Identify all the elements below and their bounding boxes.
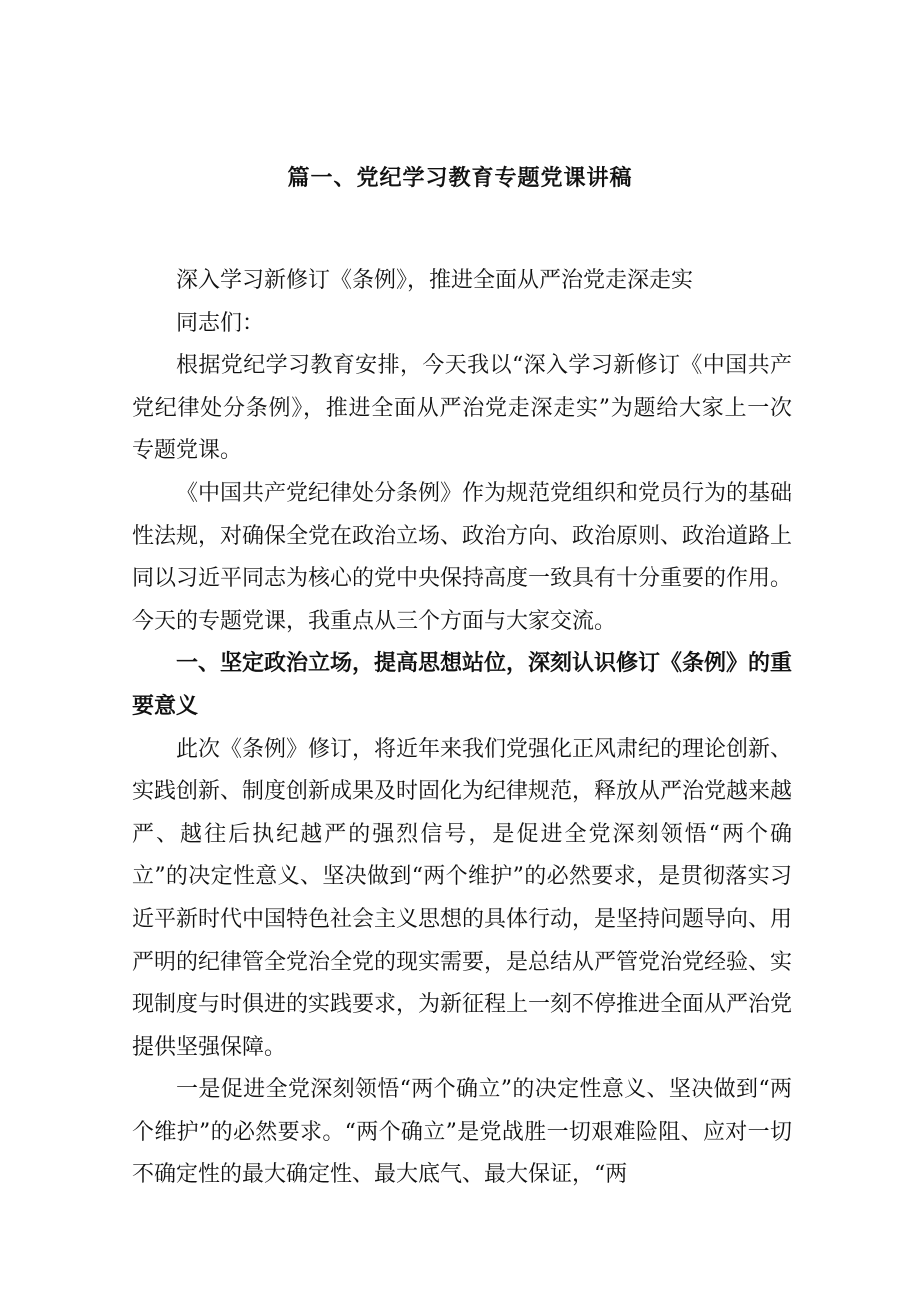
body-paragraph: 此次《条例》修订，将近年来我们党强化正风肃纪的理论创新、实践创新、制度创新成果及时固化为纪律规范，释放从严治党越来越严、越往后执纪越严的强烈信号，是促进全党深刻领悟“两个确立”的决定性意义、坚决做到“两个维护”的必然要求，是贯彻落实习近平新时代中国特色社会主义思想的具体行动，是坚持问题导向、用严明的纪律管全党治全党的现实需要，是总结从严管党治党经验、实现制度与时俱进的实践要求，为新征程上一刻不停推进全面从严治党提供坚强保障。 [132,736,793,1060]
document-title: 篇一、党纪学习教育专题党课讲稿 [287,166,633,191]
body-paragraph: 一是促进全党深刻领悟“两个确立”的决定性意义、坚决做到“两个维护”的必然要求。“两个确立”是党战胜一切艰难险阻、应对一切不确定性的最大确定性、最大底气、最大保证，“两 [132,1077,792,1188]
speech-subtitle: 深入学习新修订《条例》，推进全面从严治党走深走实 [176,268,694,293]
body-paragraph: 《中国共产党纪律处分条例》作为规范党组织和党员行为的基础性法规，对确保全党在政治立场、政治方向、政治原则、政治道路上同以习近平同志为核心的党中央保持高度一致具有十分重要的作用。今天的专题党课，我重点从三个方面与大家交流。 [132,480,793,634]
body-paragraph: 根据党纪学习教育安排，今天我以“深入学习新修订《中国共产党纪律处分条例》，推进全面从严治党走深走实”为题给大家上一次专题党课。 [132,353,792,464]
document-body [132,260,792,1197]
salutation: 同志们： [176,310,265,336]
section-heading: 一、坚定政治立场，提高思想站位，深刻认识修订《条例》的重要意义 [132,651,793,719]
